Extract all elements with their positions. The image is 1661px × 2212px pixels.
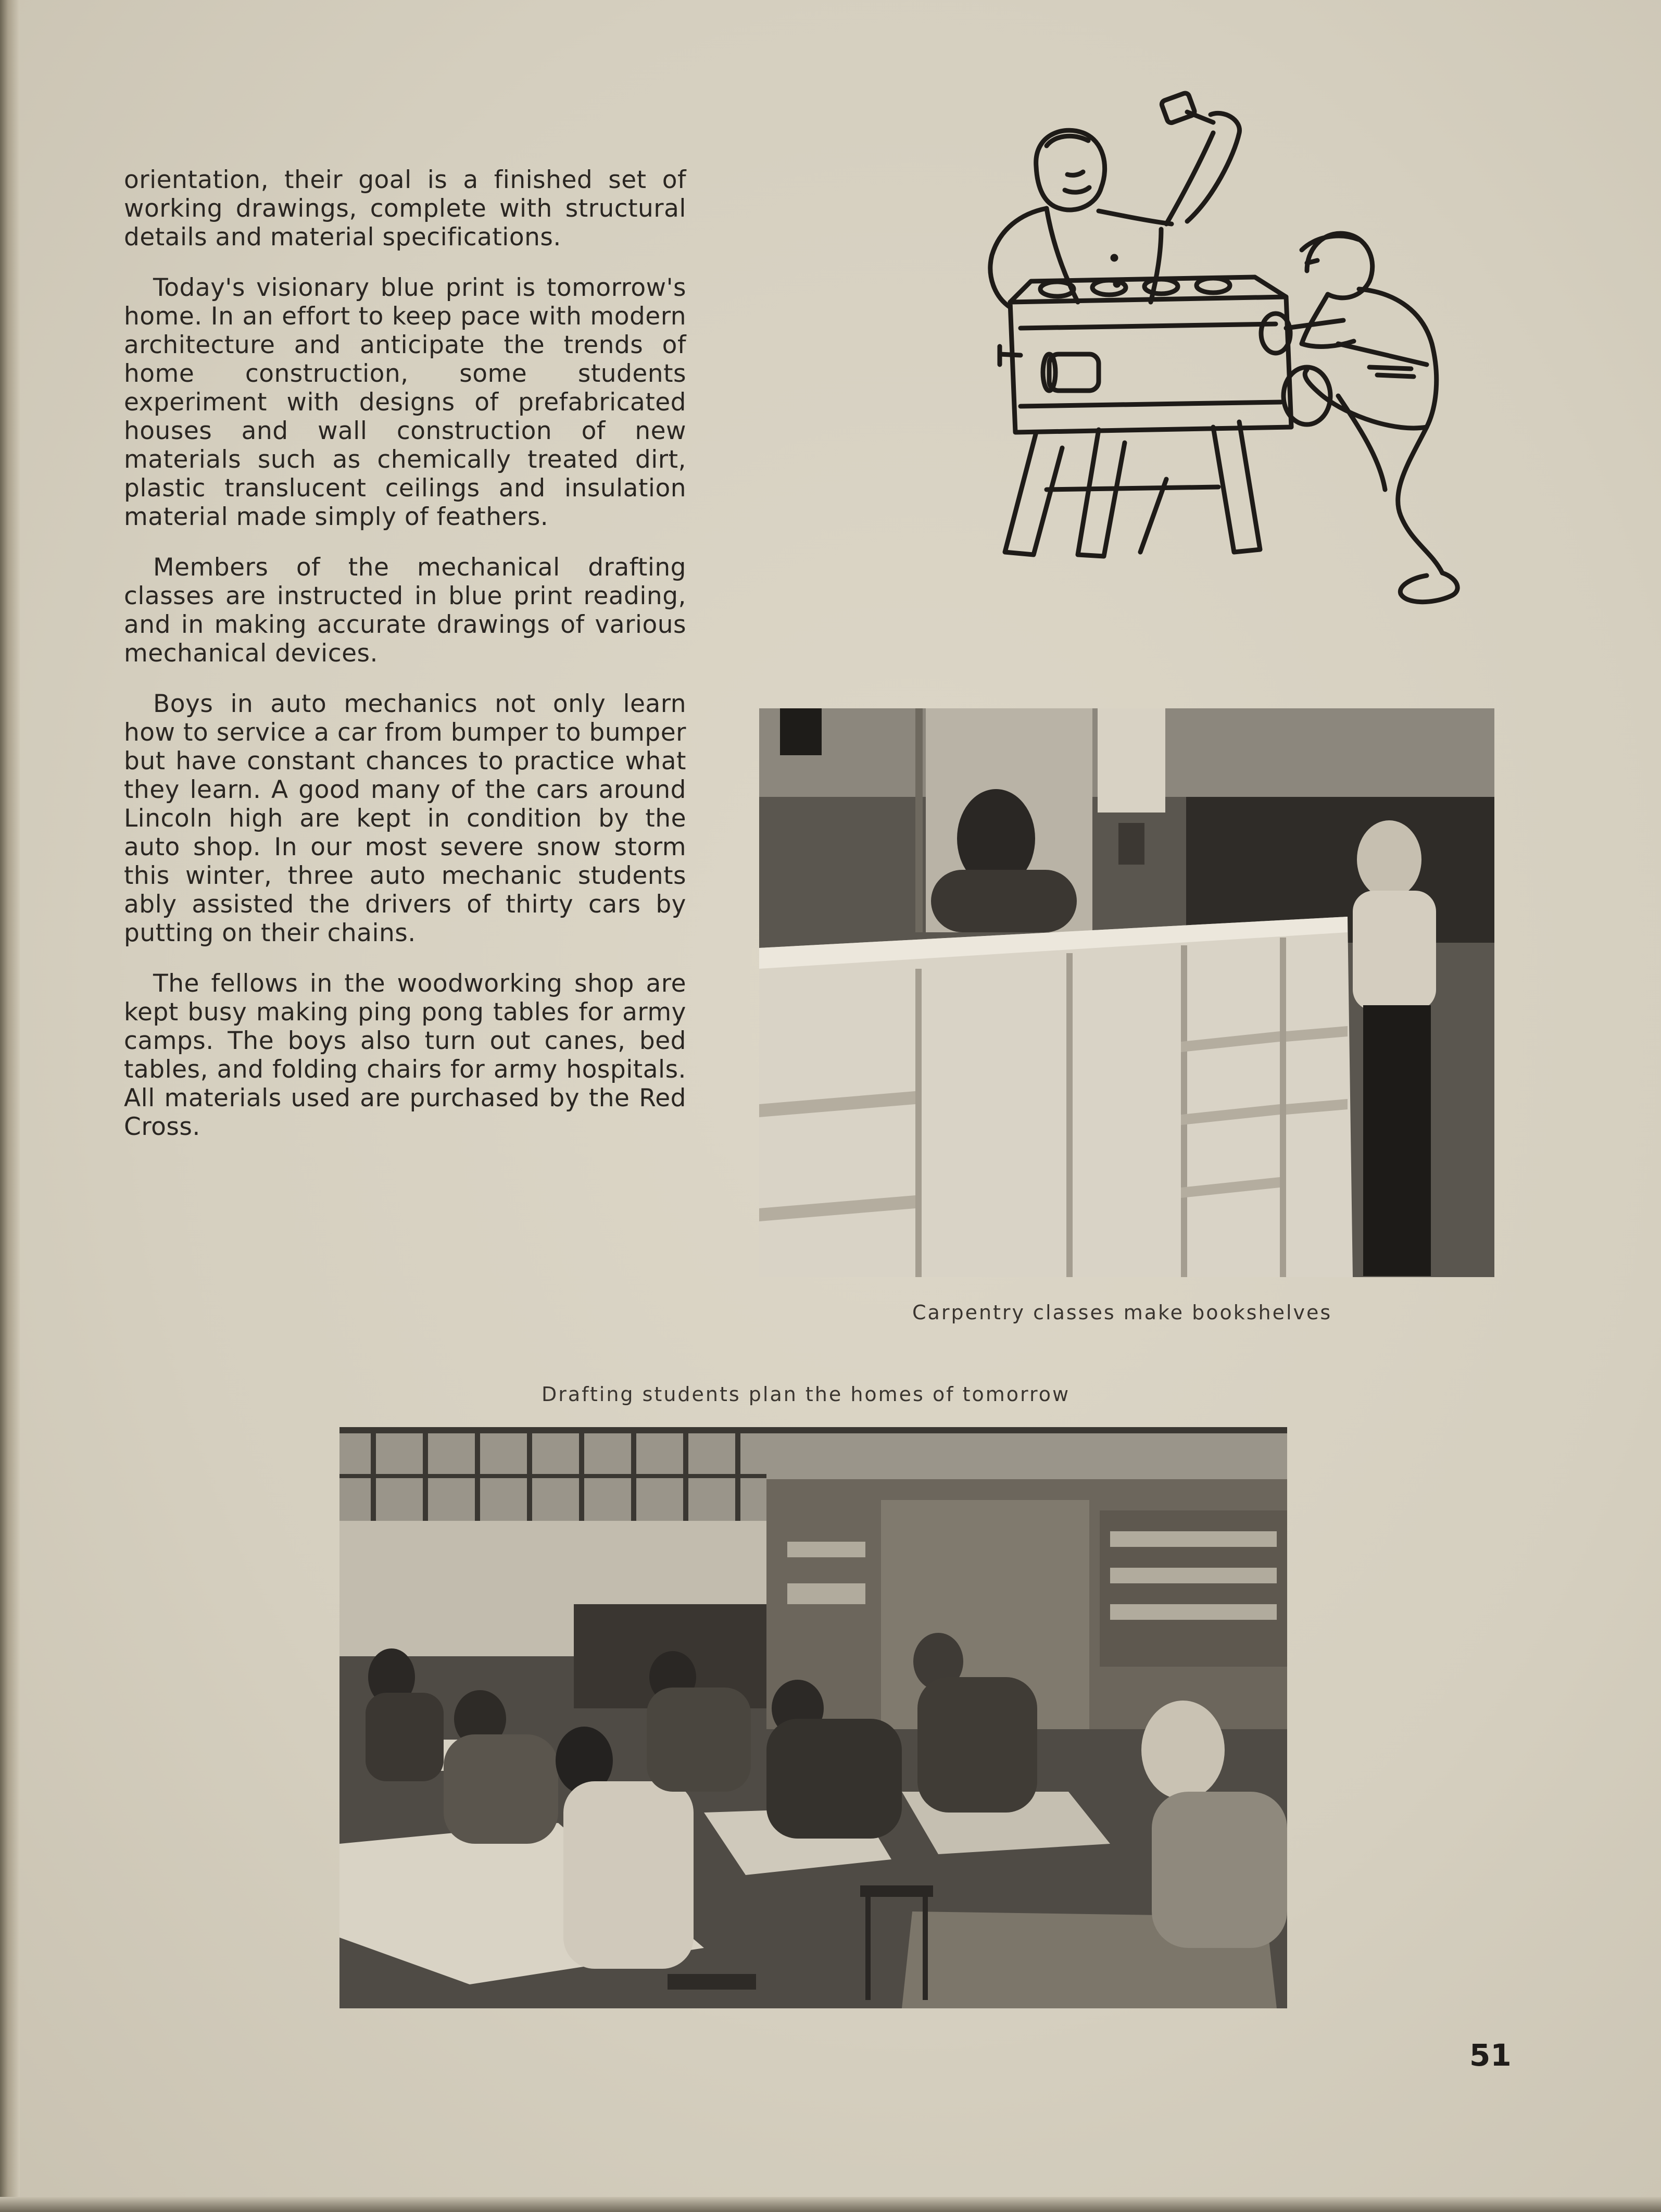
carpentry-class-photo	[759, 708, 1494, 1277]
drafting-class-photo	[339, 1427, 1287, 2008]
carpentry-photo-caption: Carpentry classes make bookshelves	[912, 1301, 1332, 1324]
page-binding-edge	[0, 0, 20, 2212]
paragraph-2: Today's visionary blue print is tomorrow's home. In an effort to keep pace with modern architecture and anticipate the trends of home construction, some students experiment with designs of prefabricated houses and wall construction of new materials such as chemically treated dirt, plastic translucent ceilings and insulation material made simply of feathers.	[124, 273, 686, 531]
page-bottom-edge	[0, 2197, 1661, 2212]
paragraph-3: Members of the mechanical drafting classes are instructed in blue print reading, and in making accurate drawings of various mechanical devices.	[124, 553, 686, 668]
paragraph-4: Boys in auto mechanics not only learn how to service a car from bumper to bumper but have constant chances to practice what they learn. A good many of the cars around Lincoln high are kept in condition by the auto shop. In our most severe snow storm this winter, three auto mechanic students ably assisted the drivers of thirty cars by putting on their chains.	[124, 690, 686, 947]
page-number: 51	[1469, 2038, 1512, 2073]
paragraph-1: orientation, their goal is a finished set of working drawings, complete with structural details and material specifications.	[124, 166, 686, 252]
article-text	[124, 166, 686, 1163]
paragraph-5: The fellows in the woodworking shop are kept busy making ping pong tables for army camps. The boys also turn out canes, bed tables, and folding chairs for army hospitals. All materials used are purchased by the Red Cross.	[124, 969, 686, 1141]
mechanics-cartoon-illustration	[942, 83, 1484, 646]
drafting-photo-caption: Drafting students plan the homes of tomorrow	[542, 1383, 1071, 1406]
